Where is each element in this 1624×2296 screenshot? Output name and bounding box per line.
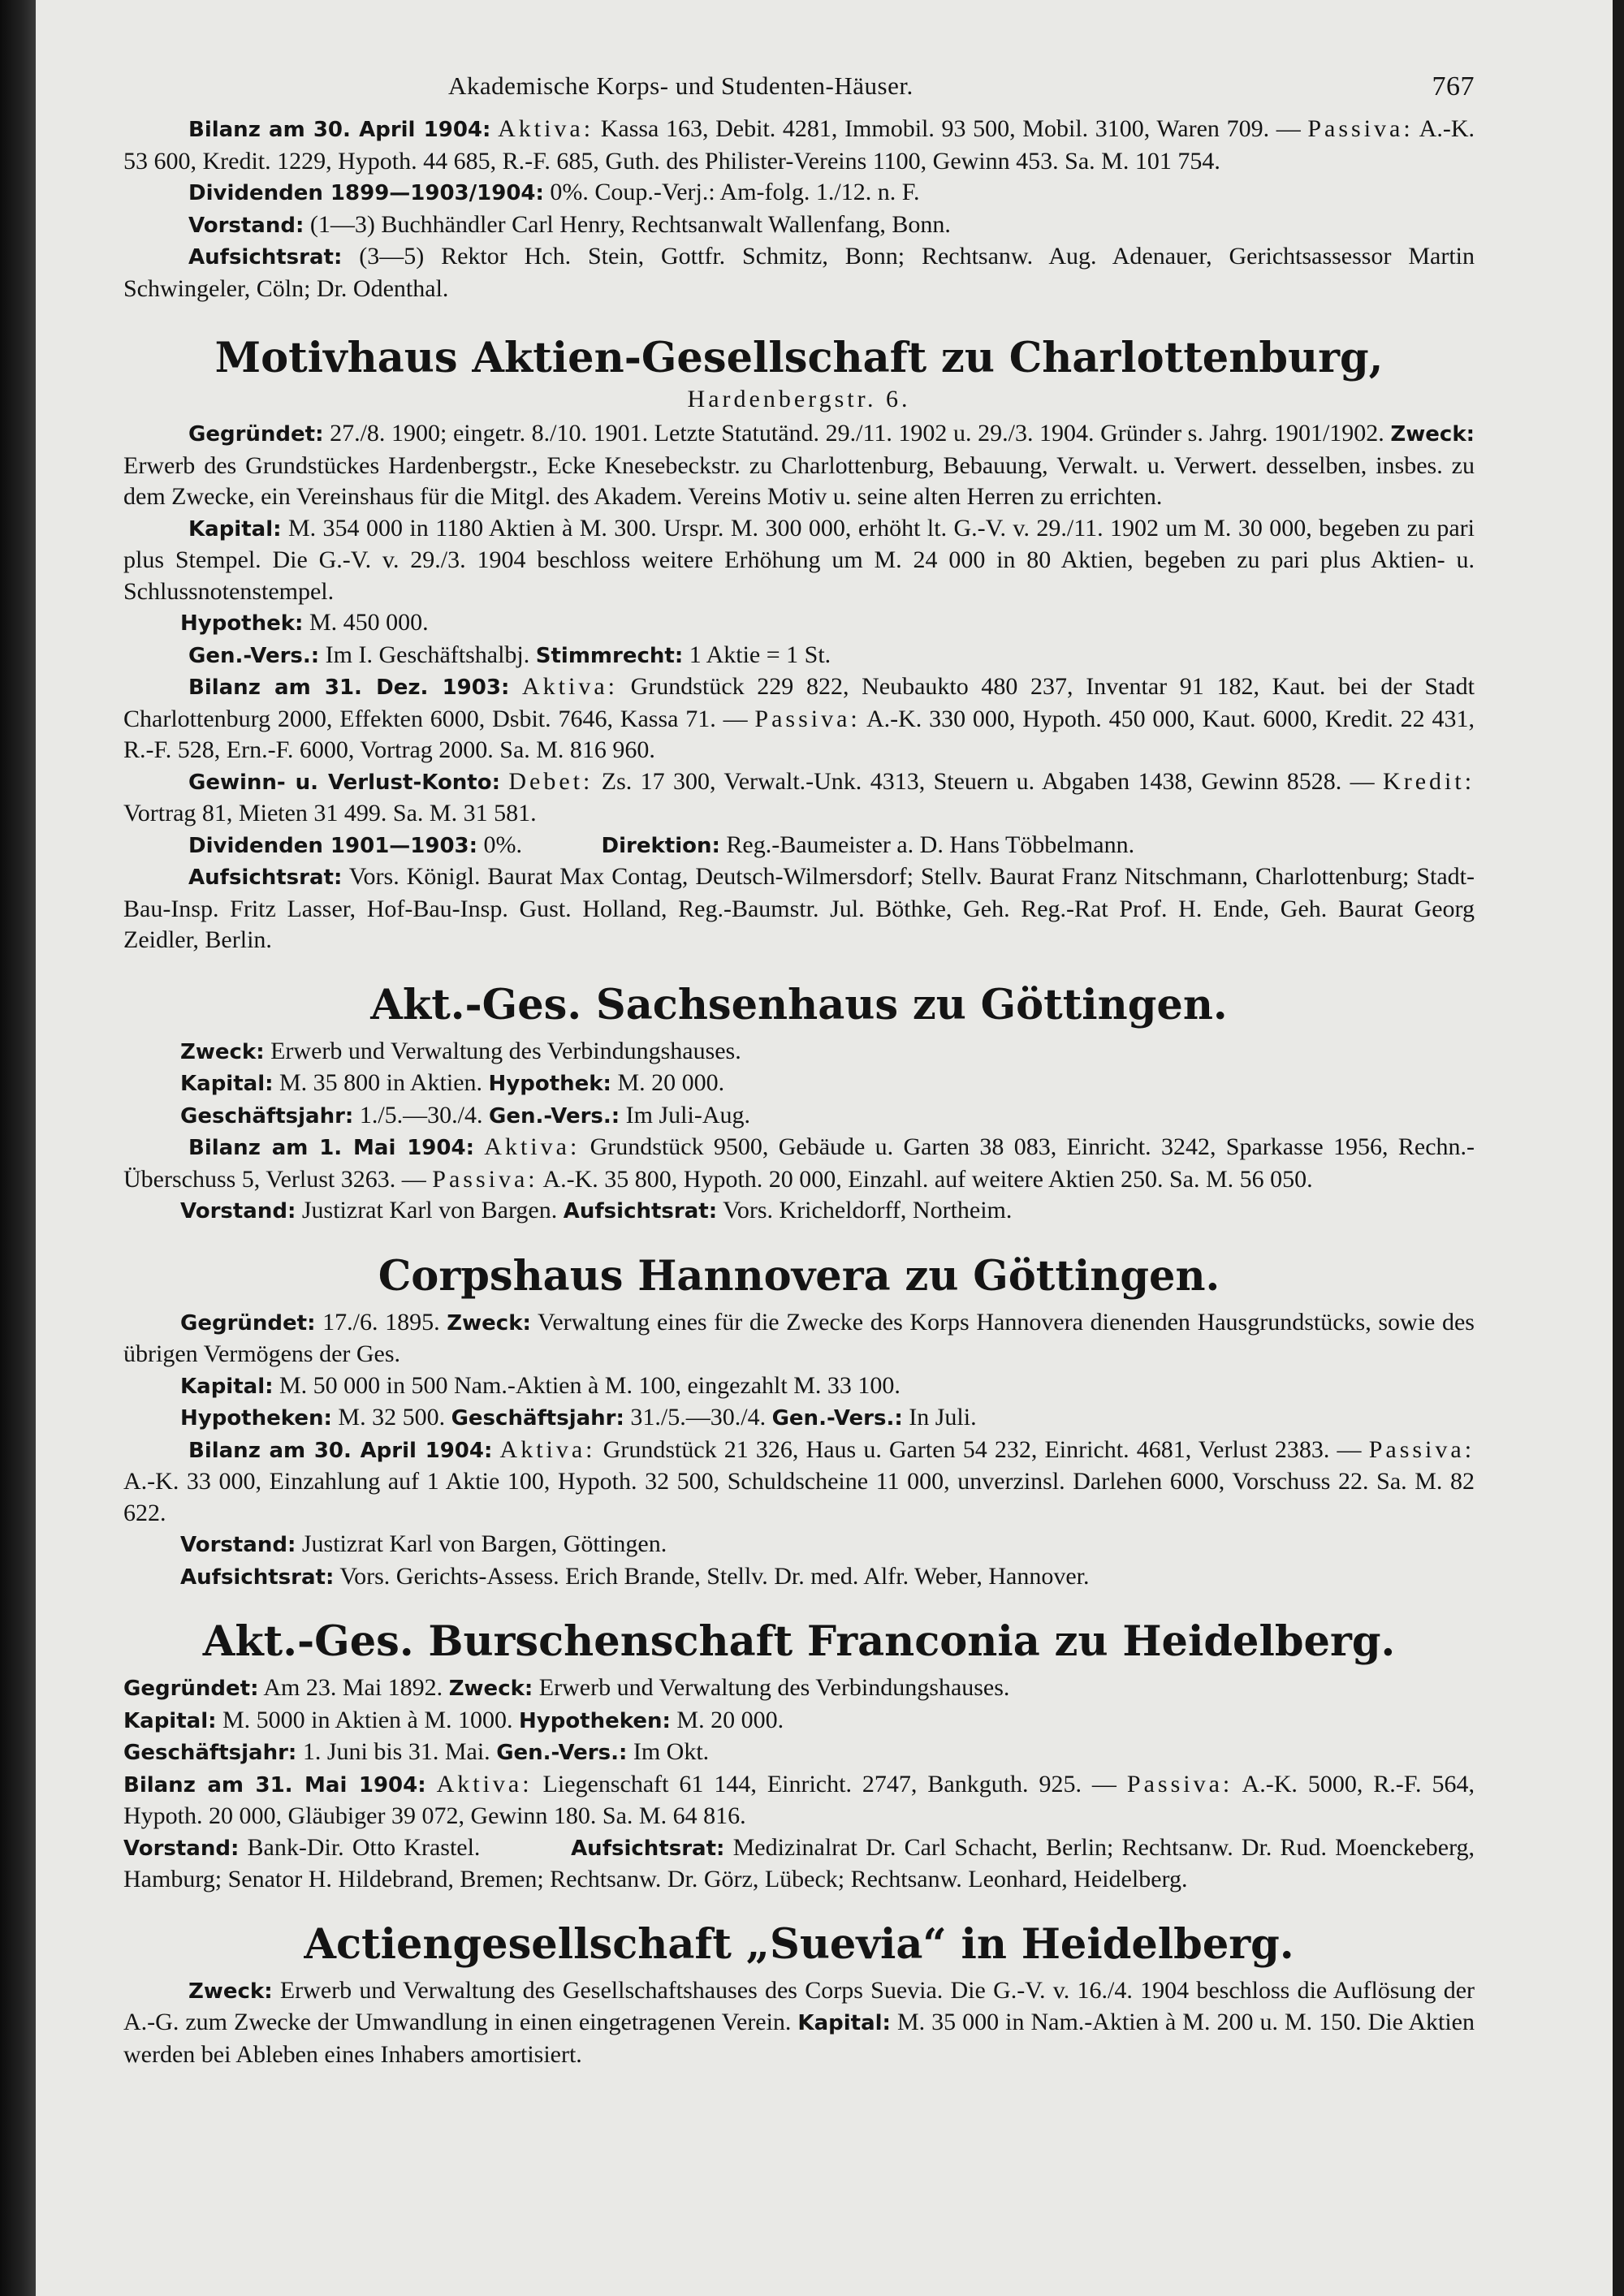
company-title: Corpshaus Hannovera zu Göttingen. [378, 1251, 1220, 1301]
capital-paragraph: Kapital: M. 50 000 in 500 Nam.-Aktien à M. 100, eingezahlt M. 33 100. [180, 1371, 901, 1399]
company-address: Hardenbergstr. 6. [687, 386, 911, 412]
scan-edge-right [1613, 0, 1624, 2296]
balance-paragraph: Bilanz am 30. April 1904: Aktiva: Grundstück 21 326, Haus u. Garten 54 232, Einricht. 4681, Verlust 2383. — Passiva: A.-K. 33 000, Einzahlung auf 1 Aktie 100, Hypoth. 32 500, Schuldscheine 11 000, unverzinsl. Darlehen 6000, Vorschuss 22. Sa. M. 82 622. [123, 1435, 1475, 1526]
running-head [123, 71, 1475, 114]
entry-sachsenhaus [123, 979, 1475, 1228]
page-number: 767 [1432, 71, 1475, 101]
dividends-paragraph: Dividenden 1901—1903: 0%. Direktion: Reg.-Baumeister a. D. Hans Többelmann. [188, 831, 1135, 858]
purpose-paragraph: Zweck: Erwerb und Verwaltung des Gesellschaftshauses des Corps Suevia. Die G.-V. v. 16./4. 1904 beschloss die Auflösung der A.-G. zum Zwecke der Umwandlung in einen eingetragenen Verein. Kapital: M. 35 000 in Nam.-Aktien à M. 200 u. M. 150. Die Aktien werden bei Ableben eines Inhabers amortisiert. [123, 1976, 1475, 2068]
dividends-paragraph: Dividenden 1899—1903/1904: 0%. Coup.-Verj.: Am-folg. 1./12. n. F. [188, 179, 920, 205]
meeting-paragraph: Gen.-Vers.: Im I. Geschäftshalbj. Stimmrecht: 1 Aktie = 1 St. [188, 641, 831, 668]
board-paragraph: Vorstand: (1—3) Buchhändler Carl Henry, Rechtsanwalt Wallenfang, Bonn. [188, 210, 951, 238]
document-page [36, 0, 1613, 2296]
entry-continuation [123, 114, 1475, 304]
balance-paragraph: Bilanz am 31. Mai 1904: Aktiva: Liegenschaft 61 144, Einricht. 2747, Bankguth. 925. — Passiva: A.-K. 5000, R.-F. 564, Hypoth. 20 000, Gläubiger 39 072, Gewinn 180. Sa. M. 64 816. [123, 1770, 1475, 1829]
capital-paragraph: Kapital: M. 35 800 in Aktien. Hypothek: M. 20 000. [180, 1069, 725, 1096]
entry-suevia [123, 1918, 1475, 2071]
capital-paragraph: Kapital: M. 5000 in Aktien à M. 1000. Hypotheken: M. 20 000. [123, 1706, 784, 1733]
board-paragraph: Vorstand: Justizrat Karl von Bargen. Aufsichtsrat: Vors. Kricheldorff, Northeim. [180, 1197, 1013, 1224]
capital-paragraph: Kapital: M. 354 000 in 1180 Aktien à M. 300. Urspr. M. 300 000, erhöht lt. G.-V. v. 29./11. 1902 um M. 30 000, begeben zu pari plus Stempel. Die G.-V. v. 29./3. 1904 beschloss weitere Erhöhung um M. 24 000 in 80 Aktien, begeben zu pari plus Aktien- u. Schlussnotenstempel. [123, 514, 1475, 605]
fiscal-year-paragraph: Geschäftsjahr: 1. Juni bis 31. Mai. Gen.-Vers.: Im Okt. [123, 1738, 710, 1765]
supervisory-board-paragraph: Aufsichtsrat: Vors. Königl. Baurat Max Contag, Deutsch-Wilmersdorf; Stellv. Baurat Franz Nitschmann, Charlottenburg; Stadt-Bau-Insp. Fritz Lasser, Hof-Bau-Insp. Gust. Holland, Reg.-Baumstr. Jul. Böthke, Geh. Reg.-Rat Prof. H. Ende, Geh. Baurat Georg Zeidler, Berlin. [123, 863, 1475, 953]
purpose-paragraph: Zweck: Erwerb und Verwaltung des Verbindungshauses. [180, 1037, 741, 1064]
board-paragraph: Vorstand: Justizrat Karl von Bargen, Göttingen. [180, 1530, 667, 1557]
founding-paragraph: Gegründet: 27./8. 1900; eingetr. 8./10. 1901. Letzte Statutänd. 29./11. 1902 u. 29./3. 1904. Gründer s. Jahrg. 1901/1902. Zweck: Erwerb des Grundstückes Hardenbergstr., Ecke Knesebeckstr. zu Charlottenburg, Bebauung, Verwalt. u. Verwert. desselben, insbes. zu dem Zwecke, ein Vereinshaus für die Mitgl. des Akadem. Vereins Motiv u. seine alten Herren zu errichten. [123, 420, 1475, 510]
balance-paragraph: Bilanz am 31. Dez. 1903: Aktiva: Grundstück 229 822, Neubaukto 480 237, Inventar 91 182, Kaut. bei der Stadt Charlottenburg 2000, Effekten 6000, Dsbit. 7646, Kassa 71. — Passiva: A.-K. 330 000, Hypoth. 450 000, Kaut. 6000, Kredit. 22 431, R.-F. 528, Ern.-F. 6000, Vortrag 2000. Sa. M. 816 960. [123, 673, 1475, 763]
supervisory-board-paragraph: Aufsichtsrat: Vors. Gerichts-Assess. Erich Brande, Stellv. Dr. med. Alfr. Weber, Hannover. [180, 1562, 1090, 1590]
entry-hannovera [123, 1250, 1475, 1594]
balance-paragraph: Bilanz am 30. April 1904: Aktiva: Kassa 163, Debit. 4281, Immobil. 93 500, Mobil. 3100, Waren 709. — Passiva: A.-K. 53 600, Kredit. 1229, Hypoth. 44 685, R.-F. 685, Guth. des Philister-Vereins 1100, Gewinn 453. Sa. M. 101 754. [123, 115, 1475, 175]
running-head-title: Akademische Korps- und Studenten-Häuser. [448, 71, 914, 100]
supervisory-board-paragraph: Aufsichtsrat: (3—5) Rektor Hch. Stein, Gottfr. Schmitz, Bonn; Rechtsanw. Aug. Adenauer, Gerichtsassessor Martin Schwingeler, Cöln; Dr. Odenthal. [123, 243, 1475, 302]
mortgage-paragraph: Hypothek: M. 450 000. [180, 609, 429, 636]
profit-loss-paragraph: Gewinn- u. Verlust-Konto: Debet: Zs. 17 300, Verwalt.-Unk. 4313, Steuern u. Abgaben 1438, Gewinn 8528. — Kredit: Vortrag 81, Mieten 31 499. Sa. M. 31 581. [123, 767, 1475, 826]
company-title: Akt.-Ges. Sachsenhaus zu Göttingen. [370, 980, 1228, 1029]
company-title: Akt.-Ges. Burschenschaft Franconia zu Heidelberg. [202, 1617, 1396, 1666]
founding-paragraph: Gegründet: 17./6. 1895. Zweck: Verwaltung eines für die Zwecke des Korps Hannovera dienenden Hausgrundstücks, sowie des übrigen Vermögens der Ges. [123, 1308, 1475, 1367]
entry-franconia [123, 1616, 1475, 1896]
fiscal-year-paragraph: Geschäftsjahr: 1./5.—30./4. Gen.-Vers.: Im Juli-Aug. [180, 1101, 750, 1129]
scan-edge-left [0, 0, 36, 2296]
company-title: Actiengesellschaft „Suevia“ in Heidelberg. [304, 1919, 1294, 1969]
mortgage-paragraph: Hypotheken: M. 32 500. Geschäftsjahr: 31./5.—30./4. Gen.-Vers.: In Juli. [180, 1404, 977, 1431]
balance-paragraph: Bilanz am 1. Mai 1904: Aktiva: Grundstück 9500, Gebäude u. Garten 38 083, Einricht. 3242, Sparkasse 1956, Rechn.-Überschuss 5, Verlust 3263. — Passiva: A.-K. 35 800, Hypoth. 20 000, Einzahl. auf weitere Aktien 250. Sa. M. 56 050. [123, 1133, 1475, 1193]
company-title: Motivhaus Aktien-Gesellschaft zu Charlottenburg, [214, 334, 1384, 382]
founding-paragraph: Gegründet: Am 23. Mai 1892. Zweck: Erwerb und Verwaltung des Verbindungshauses. [123, 1674, 1010, 1701]
entry-motivhaus [123, 332, 1475, 956]
board-paragraph: Vorstand: Bank-Dir. Otto Krastel. Aufsichtsrat: Medizinalrat Dr. Carl Schacht, Berlin; Rechtsanw. Dr. Rud. Moenckeberg, Hamburg; Senator H. Hildebrand, Bremen; Rechtsanw. Dr. Görz, Lübeck; Rechtsanw. Leonhard, Heidelberg. [123, 1833, 1475, 1892]
